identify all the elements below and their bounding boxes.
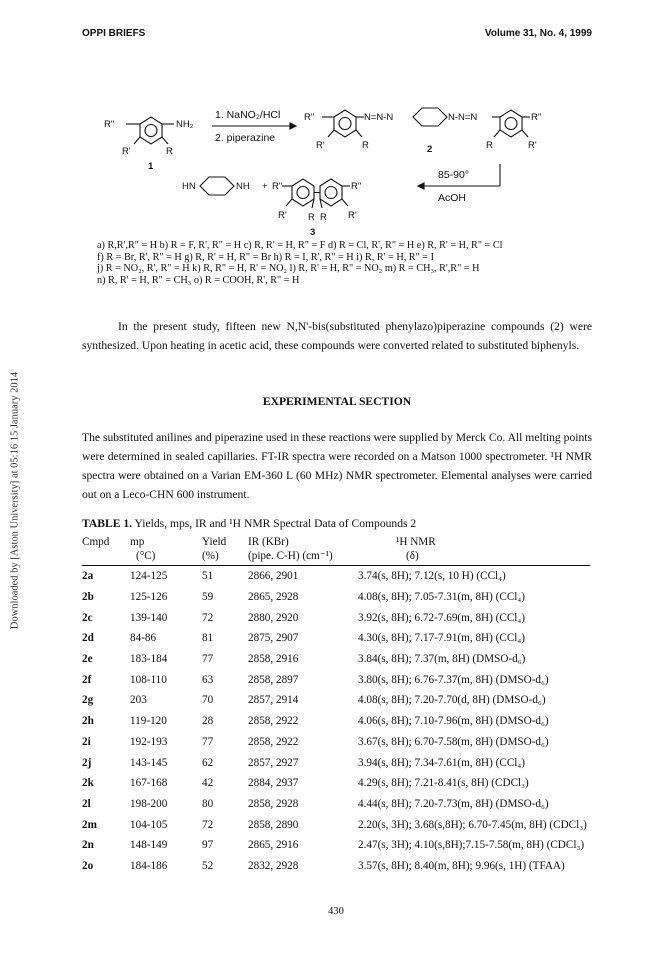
cell-cmpd: 2i — [82, 735, 91, 748]
header-yield: Yield — [202, 536, 227, 548]
cell-mp: 108-110 — [130, 673, 167, 686]
table-row — [82, 835, 590, 856]
cell-nmr: 3.84(s, 8H); 7.37(m, 8H) (DMSO-d₆) — [358, 653, 526, 666]
cell-mp: 104-105 — [130, 818, 168, 831]
cmpd3-right-r-label: R — [320, 212, 327, 223]
table-row — [82, 587, 590, 608]
table-row — [82, 690, 590, 711]
reagent-step-2: 2. piperazine — [215, 132, 276, 144]
running-header-volume: Volume 31, No. 4, 1999 — [484, 28, 592, 39]
cmpd2-left-r2-label: R" — [304, 112, 315, 123]
spectral-data-table — [82, 535, 590, 876]
cell-mp: 119-120 — [130, 715, 167, 728]
cell-mp: 139-140 — [130, 611, 168, 624]
download-watermark-text: Downloaded by [Aston University] at 05:16 15 January 2014 — [9, 371, 21, 630]
cell-yield: 62 — [202, 756, 214, 769]
cell-cmpd: 2o — [82, 859, 94, 872]
cell-yield: 97 — [202, 839, 214, 852]
table-row — [82, 711, 590, 732]
page-number: 430 — [328, 906, 344, 917]
table-row — [82, 607, 590, 628]
conditions-solvent: AcOH — [438, 192, 467, 204]
cell-mp: 124-125 — [130, 570, 168, 583]
cell-cmpd: 2n — [82, 839, 94, 852]
cmpd3-right-r2-label: R" — [351, 181, 362, 192]
cmpd2-right-r1-label: R' — [528, 140, 537, 151]
cell-yield: 28 — [202, 715, 214, 728]
cell-yield: 77 — [202, 735, 214, 748]
cell-cmpd: 2l — [82, 797, 91, 810]
piperazine-reagent-ring — [200, 177, 234, 195]
cmpd3-number: 3 — [310, 227, 316, 238]
cell-nmr: 3.92(s, 8H); 6.72-7.69(m, 8H) (CCl₄) — [358, 611, 526, 624]
header-mp: mp — [130, 536, 145, 548]
table-row — [82, 649, 590, 670]
header-ir: IR (KBr) — [248, 536, 289, 548]
cell-cmpd: 2a — [82, 570, 94, 583]
cell-nmr: 3.74(s, 8H); 7.12(s, 10 H) (CCl₄) — [358, 570, 506, 583]
cell-mp: 125-126 — [130, 591, 168, 604]
cell-nmr: 4.44(s, 8H); 7.20-7.73(m, 8H) (DMSO-d₆) — [358, 797, 549, 810]
cell-ir: 2866, 2901 — [248, 570, 299, 583]
cell-mp: 203 — [130, 694, 147, 707]
cmpd2-left-azo-label: N=N-N — [364, 112, 394, 123]
header-nmr-unit: (δ) — [358, 549, 590, 566]
table-row — [82, 814, 590, 835]
cell-ir: 2857, 2914 — [248, 694, 299, 707]
cell-cmpd: 2m — [82, 818, 97, 831]
cell-nmr: 4.30(s, 8H); 7.17-7.91(m, 8H) (CCl₄) — [358, 632, 526, 645]
table-row — [82, 732, 590, 753]
header-yield-unit: (%) — [202, 549, 248, 566]
cell-nmr: 3.67(s, 8H); 6.70-7.58(m, 8H) (DMSO-d₆) — [358, 735, 549, 748]
cmpd1-nh2-label: NH₂ — [176, 119, 194, 130]
table-row — [82, 773, 590, 794]
cell-yield: 51 — [202, 570, 214, 583]
cell-ir: 2832, 2928 — [248, 859, 299, 872]
piperazine-nh-label: NH — [236, 181, 250, 192]
table-row — [82, 794, 590, 815]
conditions-temperature: 85-90° — [438, 169, 470, 181]
cell-yield: 59 — [202, 591, 214, 604]
cmpd1-number: 1 — [148, 161, 154, 172]
cmpd2-right-azo-label: N-N=N — [448, 112, 478, 123]
table-row — [82, 566, 590, 587]
cell-yield: 70 — [202, 694, 214, 707]
legend-line: f) R = Br, R', R" = H g) R, R' = H, R" = Br h) R = I, R', R" = H i) R, R' = H, R" = I — [97, 251, 434, 263]
cell-mp: 84-86 — [130, 632, 157, 645]
cell-yield: 77 — [202, 653, 214, 666]
cell-ir: 2884, 2937 — [248, 777, 299, 790]
piperazine-hn-label: HN — [182, 181, 196, 192]
cell-cmpd: 2g — [82, 694, 94, 707]
cmpd3-left-r2-label: R" — [272, 181, 283, 192]
cmpd1-r2-label: R" — [104, 119, 115, 130]
cell-cmpd: 2j — [82, 756, 92, 769]
table-caption — [82, 517, 416, 530]
cell-ir: 2875, 2907 — [248, 632, 299, 645]
cell-mp: 167-168 — [130, 777, 168, 790]
cell-cmpd: 2f — [82, 673, 92, 686]
reagent-step-1: 1. NaNO₂/HCl — [215, 109, 281, 121]
running-header-journal: OPPI BRIEFS — [82, 28, 146, 39]
cell-ir: 2865, 2916 — [248, 839, 299, 852]
cell-nmr: 3.94(s, 8H); 7.34-7.61(m, 8H) (CCl₄) — [358, 756, 526, 769]
cmpd2-right-r2-label: R" — [531, 112, 542, 123]
cell-cmpd: 2k — [82, 777, 94, 790]
cmpd3-right-r1-label: R' — [348, 210, 357, 221]
cell-mp: 198-200 — [130, 797, 168, 810]
cell-nmr: 3.80(s, 8H); 6.76-7.37(m, 8H) (DMSO-d₆) — [358, 673, 549, 686]
cell-nmr: 4.06(s, 8H); 7.10-7.96(m, 8H) (DMSO-d₆) — [358, 715, 549, 728]
cell-yield: 80 — [202, 797, 214, 810]
cell-mp: 192-193 — [130, 735, 168, 748]
legend-line: n) R, R' = H, R" = CH₃ o) R = COOH, R', R" = H — [97, 274, 300, 286]
cell-yield: 72 — [202, 818, 214, 831]
cell-ir: 2857, 2927 — [248, 756, 299, 769]
cell-ir: 2858, 2922 — [248, 715, 299, 728]
plus-sign: + — [262, 181, 268, 192]
cell-ir: 2858, 2890 — [248, 818, 299, 831]
reaction-scheme — [82, 68, 582, 248]
compound-3-biphenyl — [282, 179, 350, 208]
header-mp-unit: (°C) — [130, 549, 202, 566]
table-label: TABLE 1. — [82, 517, 133, 530]
table-header-units-row — [82, 549, 590, 566]
cmpd3-left-r1-label: R' — [278, 210, 287, 221]
cell-nmr: 2.20(s, 3H); 3.68(s,8H); 6.70-7.45(m, 8H) (CDCl₃) — [358, 818, 587, 831]
cell-ir: 2858, 2897 — [248, 673, 299, 686]
legend-line: j) R = NO₂, R', R" = H k) R, R" = H, R' = NO₂ l) R, R' = H, R" = NO₂ m) R = CH₃, R',R" = H — [97, 263, 480, 274]
table-row — [82, 856, 590, 877]
cell-ir: 2858, 2928 — [248, 797, 299, 810]
cell-ir: 2880, 2920 — [248, 611, 299, 624]
cell-mp: 148-149 — [130, 839, 168, 852]
cmpd1-r-label: R — [166, 146, 173, 157]
cell-yield: 72 — [202, 611, 214, 624]
cell-mp: 183-184 — [130, 653, 168, 666]
header-nmr: ¹H NMR — [396, 536, 436, 548]
header-cmpd-unit — [82, 549, 130, 566]
experimental-paragraph: The substituted anilines and piperazine used in these reactions were supplied by Merck Co. All melting points were determined in sealed capillaries. FT-IR spectra were recorded on a Matson 1000 spectrometer. ¹H NMR spectra were obtained on a Varian EM-360 L (60 MHz) NMR spectrometer. Elemental analyses were carried out on a Leco-CHN 600 instrument. — [82, 431, 592, 501]
substituent-legend — [97, 240, 597, 286]
intro-paragraph: In the present study, fifteen new N,N'-bis(substituted phenylazo)piperazine compounds (2) were synthesized. Upon heating in acetic acid, these compounds were converted related to substituted biphenyls. — [82, 320, 592, 352]
cell-nmr: 4.29(s, 8H); 7.21-8.41(s, 8H) (CDCl₃) — [358, 777, 529, 790]
cmpd2-left-r1-label: R' — [316, 140, 325, 151]
header-cmpd: Cmpd — [82, 536, 110, 548]
cell-yield: 81 — [202, 632, 214, 645]
compound-2-left-ring — [322, 110, 364, 137]
cell-ir: 2858, 2922 — [248, 735, 299, 748]
cmpd2-left-r-label: R — [362, 140, 369, 151]
cell-nmr: 2.47(s, 3H); 4.10(s,8H);7.15-7.58(m, 8H) (CDCl₃) — [358, 839, 585, 852]
table-header-row — [82, 535, 590, 549]
cell-yield: 63 — [202, 673, 214, 686]
table-row — [82, 752, 590, 773]
cell-yield: 42 — [202, 777, 214, 790]
header-ir-unit: (pipe. C-H) (cm⁻¹) — [248, 549, 358, 566]
legend-line: a) R,R',R" = H b) R = F, R', R" = H c) R, R' = H, R" = F d) R = Cl, R', R" = H e) R, R' = H, R" = Cl — [97, 240, 503, 251]
section-heading: EXPERIMENTAL SECTION — [262, 395, 412, 408]
cell-cmpd: 2d — [82, 632, 94, 645]
cmpd2-number: 2 — [427, 144, 433, 155]
cell-ir: 2858, 2916 — [248, 653, 299, 666]
table-row — [82, 628, 590, 649]
table-title: Yields, mps, IR and ¹H NMR Spectral Data of Compounds 2 — [132, 517, 417, 530]
table-row — [82, 669, 590, 690]
compound-1-ring — [126, 117, 174, 144]
cell-nmr: 3.57(s, 8H); 8.40(m, 8H); 9.96(s, 1H) (TFAA) — [358, 859, 565, 872]
cell-mp: 143-145 — [130, 756, 168, 769]
cmpd1-r1-label: R' — [122, 146, 131, 157]
cell-cmpd: 2e — [82, 653, 93, 666]
cell-nmr: 4.08(s, 8H); 7.20-7.70(d, 8H) (DMSO-d₆) — [358, 694, 546, 707]
cell-mp: 184-186 — [130, 859, 168, 872]
cell-cmpd: 2h — [82, 715, 94, 728]
cmpd3-left-r-label: R — [308, 212, 315, 223]
cell-cmpd: 2b — [82, 591, 94, 604]
cell-ir: 2865, 2928 — [248, 591, 299, 604]
download-watermark — [0, 0, 30, 960]
cell-cmpd: 2c — [82, 611, 93, 624]
cell-yield: 52 — [202, 859, 214, 872]
cell-nmr: 4.08(s, 8H); 7.05-7.31(m, 8H) (CCl₄) — [358, 591, 526, 604]
compound-2-piperazine-ring — [413, 108, 447, 126]
compound-2-right-ring — [492, 110, 530, 137]
cmpd2-right-r-label: R — [486, 140, 493, 151]
